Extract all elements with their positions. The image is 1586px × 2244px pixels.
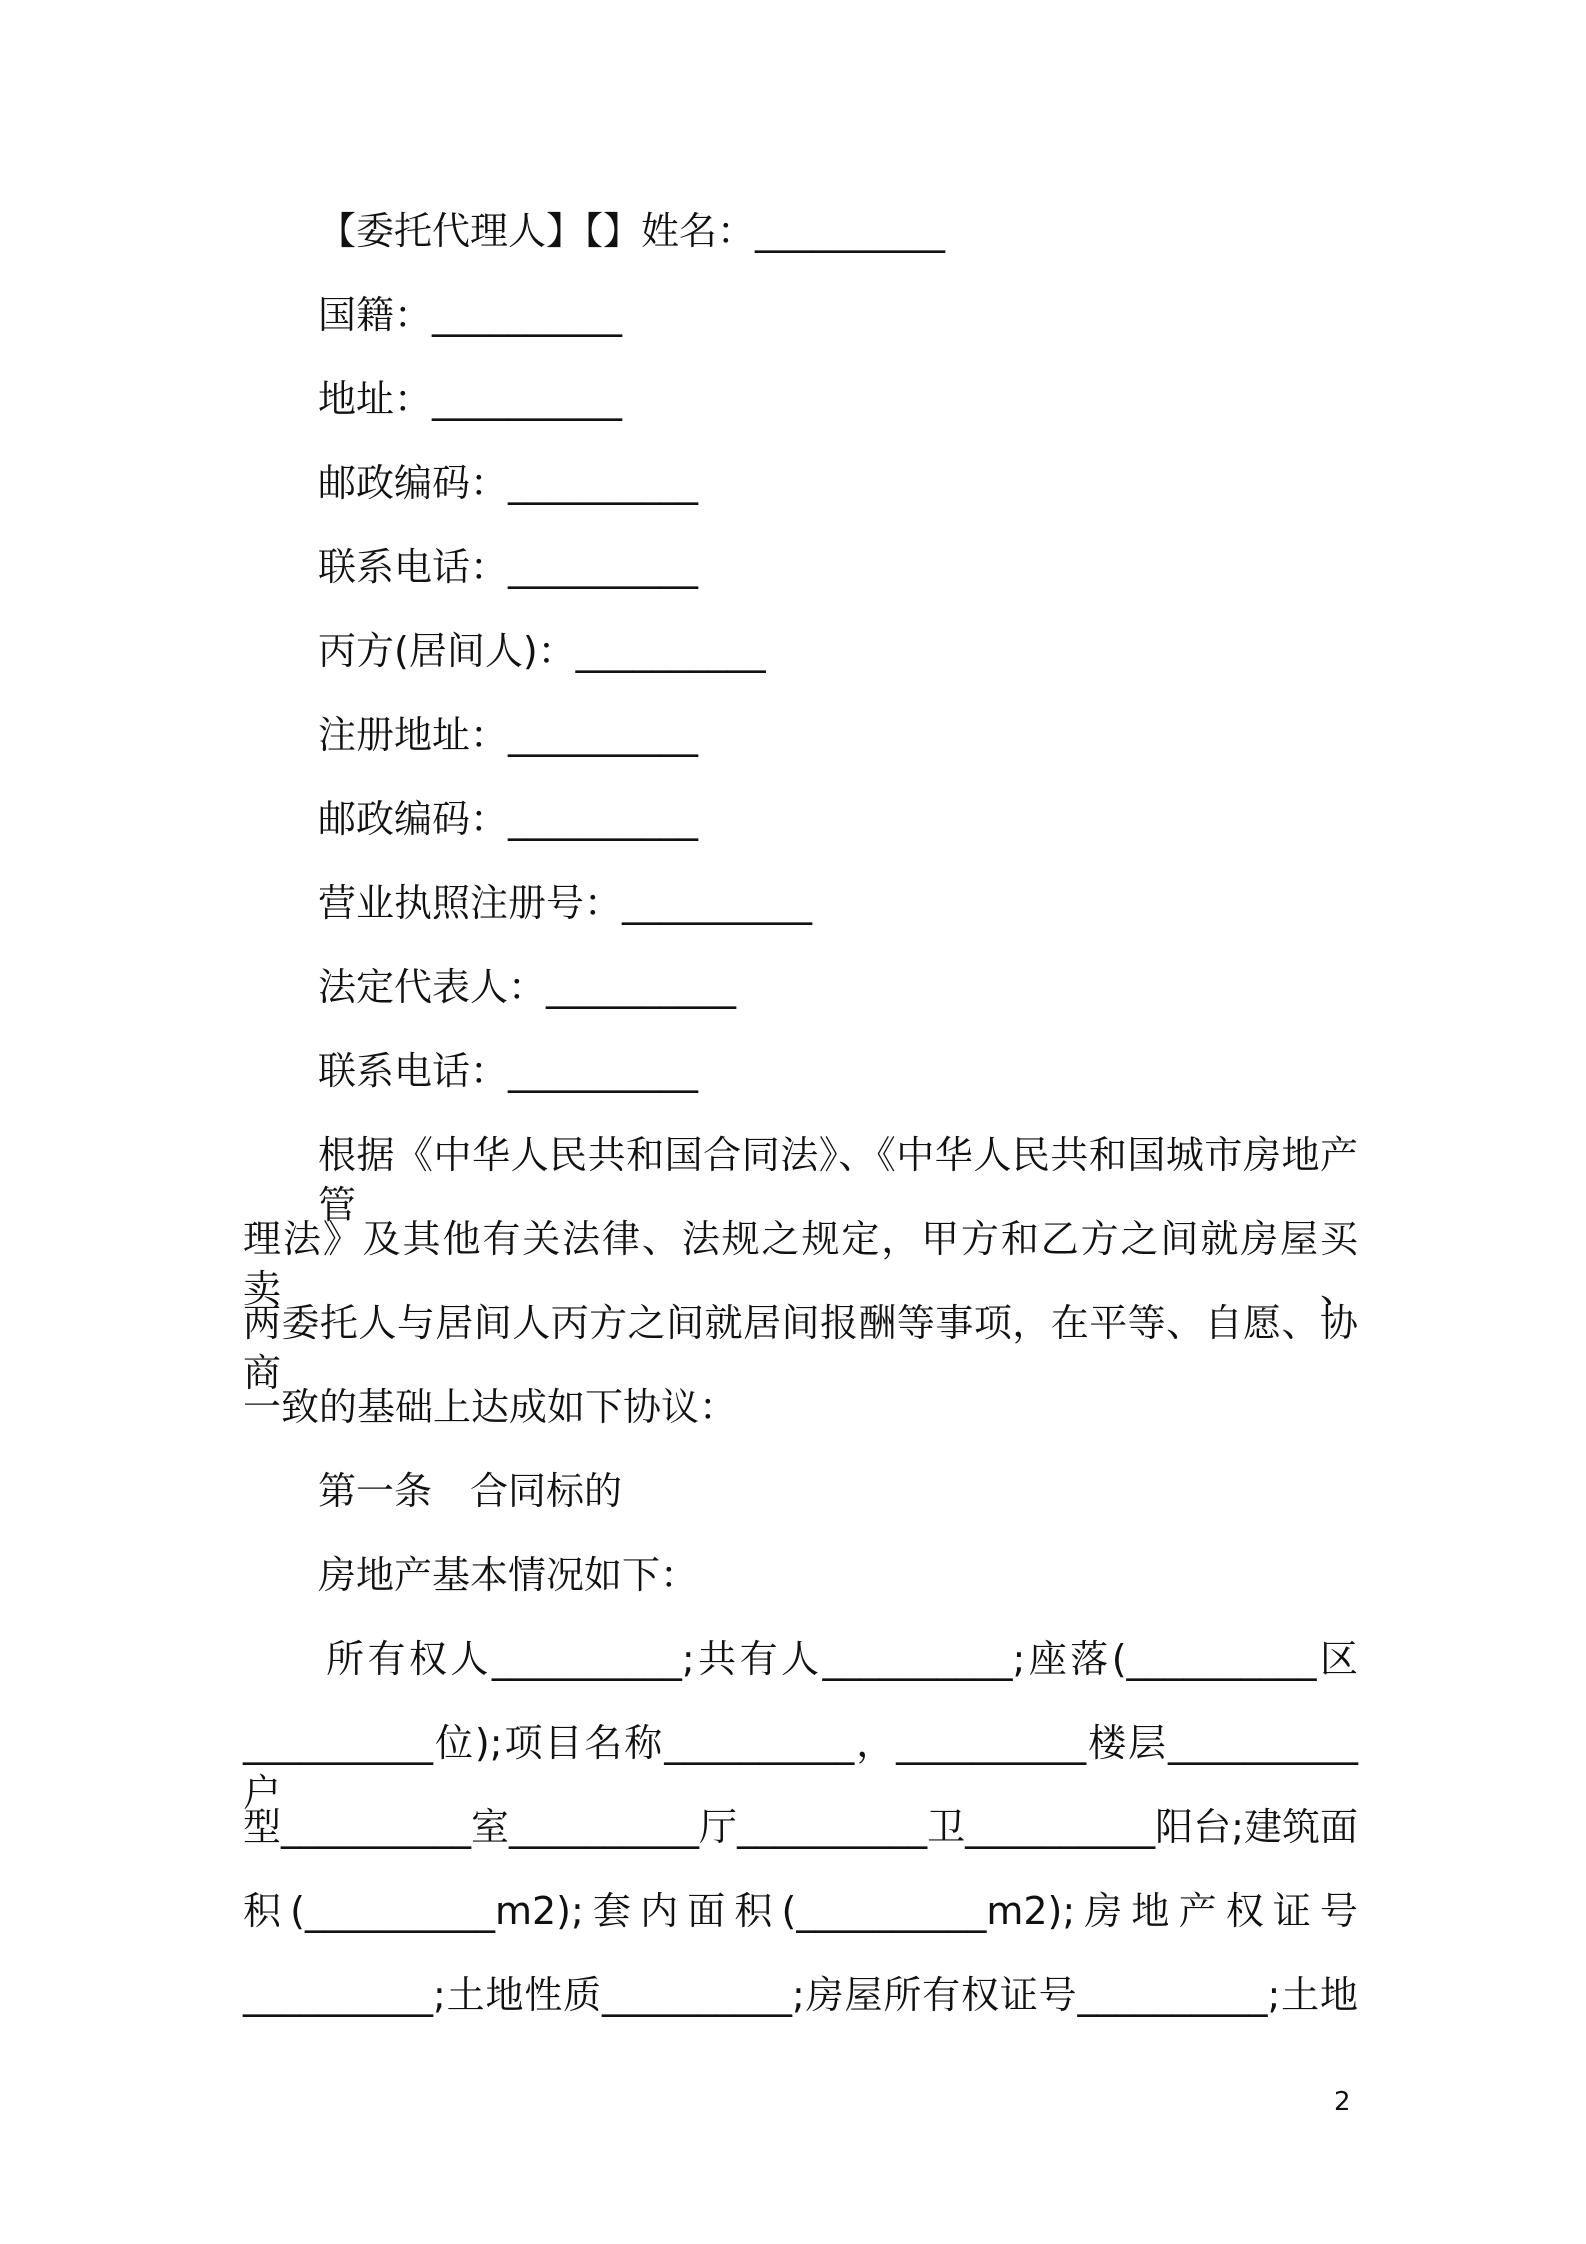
business-license-line: 营业执照注册号：__________ <box>318 881 813 925</box>
postal-code-line-2: 邮政编码：__________ <box>318 797 699 841</box>
page-number: 2 <box>1334 2087 1351 2117</box>
property-line-4: 积(__________m2);套内面积(__________m2);房地产权证号 <box>243 1889 1358 1933</box>
preamble-line-1: 根据《中华人民共和国合同法》、《中华人民共和国城市房地产管 <box>318 1133 1358 1227</box>
agent-name-line: 【委托代理人】【】姓名：__________ <box>318 209 946 253</box>
phone-line-2: 联系电话：__________ <box>318 1049 699 1093</box>
nationality-line: 国籍：__________ <box>318 293 623 337</box>
article-1-heading: 第一条 合同标的 <box>318 1469 623 1513</box>
property-line-3: 型__________室__________厅__________卫__________阳台;建筑面 <box>243 1805 1358 1849</box>
party-c-line: 丙方(居间人)：__________ <box>318 629 766 673</box>
property-intro: 房地产基本情况如下： <box>318 1553 699 1597</box>
preamble-line-2: 理法》及其他有关法律、法规之规定，甲方和乙方之间就房屋买卖、 <box>243 1217 1358 1311</box>
phone-line: 联系电话：__________ <box>318 545 699 589</box>
preamble-line-3: 两委托人与居间人丙方之间就居间报酬等事项，在平等、自愿、协商 <box>243 1301 1358 1395</box>
preamble-line-4: 一致的基础上达成如下协议： <box>243 1385 738 1429</box>
legal-representative-line: 法定代表人：__________ <box>318 965 737 1009</box>
postal-code-line: 邮政编码：__________ <box>318 461 699 505</box>
property-line-5: __________;土地性质__________;房屋所有权证号__________;土地 <box>243 1973 1358 2017</box>
registered-address-line: 注册地址：__________ <box>318 713 699 757</box>
address-line: 地址：__________ <box>318 377 623 421</box>
property-line-2: __________位);项目名称__________，__________楼层__________户 <box>243 1721 1358 1815</box>
property-line-1: 所有权人__________;共有人__________;座落(__________区 <box>326 1637 1358 1681</box>
